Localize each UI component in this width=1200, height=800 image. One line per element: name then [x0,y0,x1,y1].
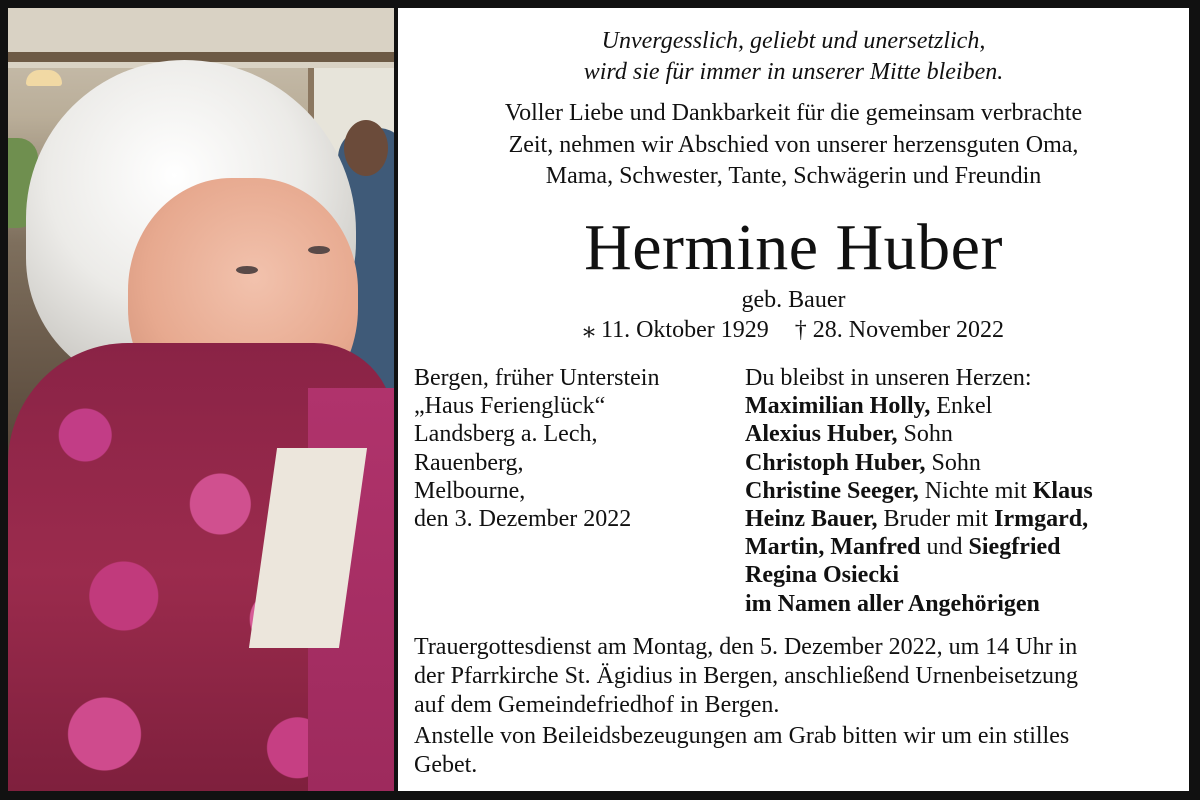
mourner-name: Regina Osiecki [745,562,899,589]
intro-line: Voller Liebe und Dankbarkeit für die gemeinsam verbrachte [504,100,1083,126]
place-line: „Haus Ferienglück“ [414,393,606,420]
mourner-name: Klaus [1032,477,1093,504]
mourner-entry [745,420,1181,448]
intro-line: Mama, Schwester, Tante, Schwägerin und Freundin [545,163,1042,189]
mourner-entry [745,449,1181,477]
photo-lamp [26,70,62,86]
motto-line: Unvergesslich, geliebt und unersetzlich, [601,28,986,54]
mourner-entry [745,590,1181,618]
mourner-relation: Sohn [897,421,953,448]
birth-date: ⁎ 11. Oktober 1929 [582,317,769,343]
mourner-relation: und [920,534,969,561]
mourner-closing: im Namen aller Angehörigen [745,590,1040,617]
mourner-name: Siegfried [968,534,1061,561]
photo-eye-left [236,266,258,274]
mourner-entry [745,477,1181,505]
portrait-photo [8,8,394,791]
place-line: Bergen, früher Unterstein [414,365,660,391]
service-line: Trauergottesdienst am Montag, den 5. Dezember 2022, um 14 Uhr in [414,634,1078,660]
mourner-entry [745,505,1181,533]
photo-eye-right [308,246,330,254]
mourner-entry [745,533,1181,561]
mourner-name: Heinz Bauer, [745,506,878,533]
mourner-name: Maximilian Holly, [745,393,931,420]
mourner-name: Christine Seeger, [745,477,919,504]
mourner-name: Martin, Manfred [745,534,921,561]
mourner-relation: Bruder mit [877,506,995,533]
place-line: Rauenberg, [414,449,524,476]
mourner-name: Christoph Huber, [745,449,926,476]
place-and-date [414,364,724,533]
request-line: Gebet. [414,752,478,778]
maiden-name: geb. Bauer [741,287,846,313]
mourners-list [745,364,1181,618]
service-line: auf dem Gemeindefriedhof in Bergen. [414,692,780,718]
place-line: Landsberg a. Lech, [414,421,598,448]
place-line: den 3. Dezember 2022 [414,506,632,533]
mourners-heading: Du bleibst in unseren Herzen: [745,365,1032,391]
intro-text [398,98,1189,193]
service-notes [414,633,1174,780]
life-dates [398,315,1189,345]
motto [398,26,1189,88]
mourner-relation: Enkel [930,393,993,420]
mourner-name: Irmgard, [994,506,1089,533]
motto-line: wird sie für immer in unserer Mitte bleiben. [583,59,1004,85]
mourner-entry [745,561,1181,589]
intro-line: Zeit, nehmen wir Abschied von unserer herzensguten Oma, [508,131,1079,158]
place-line: Melbourne, [414,477,526,504]
text-panel [398,8,1189,791]
service-line: der Pfarrkirche St. Ägidius in Bergen, anschließend Urnenbeisetzung [414,663,1079,689]
death-date: † 28. November 2022 [794,317,1005,343]
deceased-name: Hermine Huber [584,211,1003,284]
mourner-entry [745,392,1181,420]
mourner-relation: Nichte mit [918,477,1033,504]
photo-background-head [344,120,388,176]
mourner-relation: Sohn [925,449,981,476]
request-line: Anstelle von Beileidsbezeugungen am Grab bitten wir um ein stilles [414,723,1070,749]
mourner-name: Alexius Huber, [745,421,898,448]
